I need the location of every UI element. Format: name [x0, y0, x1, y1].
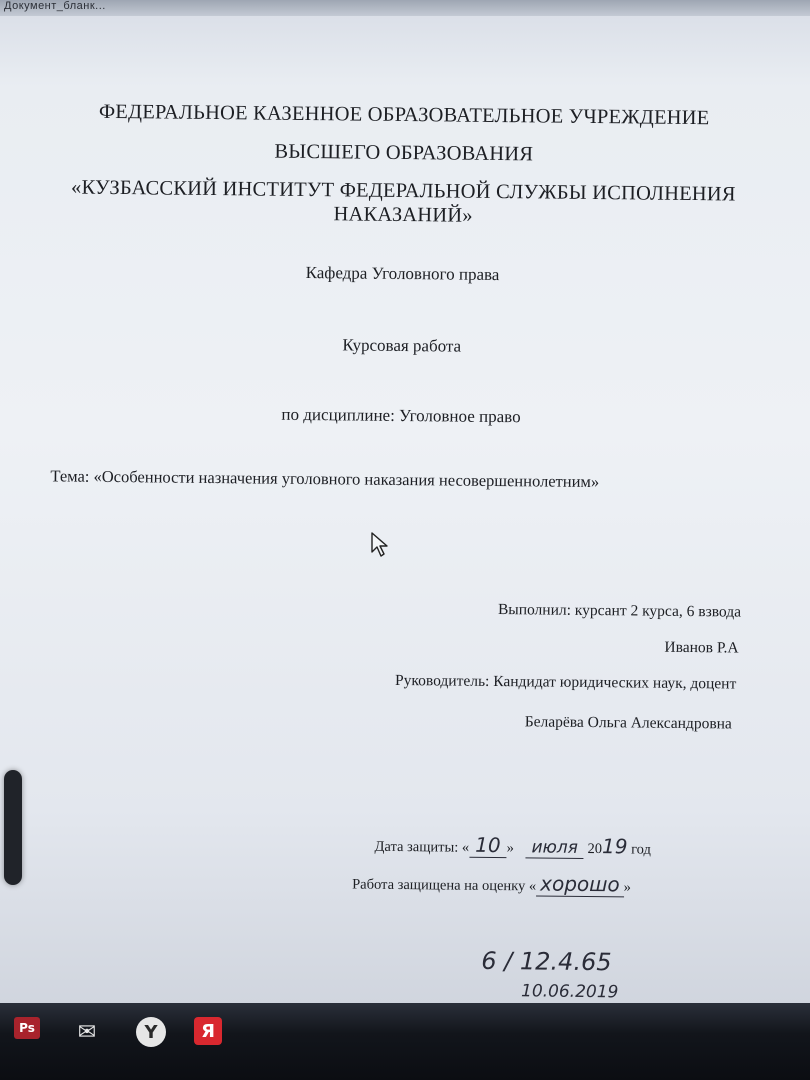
header-line-1: ФЕДЕРАЛЬНОЕ КАЗЕННОЕ ОБРАЗОВАТЕЛЬНОЕ УЧРЕЖДЕНИЕ — [98, 100, 710, 130]
handwritten-code: 6 / 12.4.65 — [481, 946, 612, 977]
work-type-label: Курсовая работа — [342, 335, 462, 356]
grade-row — [352, 870, 631, 898]
scrollbar-thumb[interactable] — [4, 770, 22, 885]
header-line-2: ВЫСШЕГО ОБРАЗОВАНИЯ — [274, 140, 534, 166]
handwritten-date: 10.06.2019 — [520, 981, 619, 1003]
app-icon[interactable]: Ps — [14, 1017, 40, 1039]
window-tab-strip — [0, 0, 810, 16]
defense-date-label: Дата защиты: « — [374, 838, 470, 856]
defense-year-prefix: 20 — [587, 840, 603, 858]
topic-label: Тема: «Особенности назначения уголовного наказания несовершеннолетним» — [50, 466, 600, 492]
grade-value: хорошо — [536, 871, 624, 897]
defense-day: 10 — [469, 833, 507, 858]
taskbar — [0, 1003, 810, 1080]
yandex-browser-icon[interactable]: Y — [136, 1017, 166, 1047]
grade-close: » — [623, 879, 632, 896]
header-line-4: НАКАЗАНИЙ» — [333, 203, 473, 227]
performer-label: Выполнил: курсант 2 курса, 6 взвода — [497, 601, 742, 621]
discipline-label: по дисциплине: Уголовное право — [281, 404, 521, 427]
department-label: Кафедра Уголовного права — [305, 262, 500, 285]
supervisor-label: Руководитель: Кандидат юридических наук, доцент — [395, 671, 737, 693]
supervisor-name: Беларёва Ольга Александровна — [524, 713, 732, 733]
window-tab-title[interactable]: Документ_бланк... — [4, 0, 106, 12]
defense-date-row — [374, 832, 651, 860]
defense-month: июля — [525, 837, 584, 859]
mail-icon[interactable]: ✉ — [77, 1019, 97, 1045]
grade-label: Работа защищена на оценку « — [352, 876, 537, 895]
header-line-3: «КУЗБАССКИЙ ИНСТИТУТ ФЕДЕРАЛЬНОЙ СЛУЖБЫ ИСПОЛНЕНИЯ — [70, 176, 736, 206]
defense-date-mid: » — [506, 840, 514, 857]
performer-name: Иванов Р.А — [664, 638, 739, 657]
defense-year-suffix: 19 — [601, 834, 628, 859]
yandex-icon[interactable]: Я — [194, 1017, 222, 1045]
mouse-cursor-icon — [370, 532, 388, 558]
defense-year-word: год — [631, 841, 652, 858]
document-page — [0, 14, 810, 1007]
